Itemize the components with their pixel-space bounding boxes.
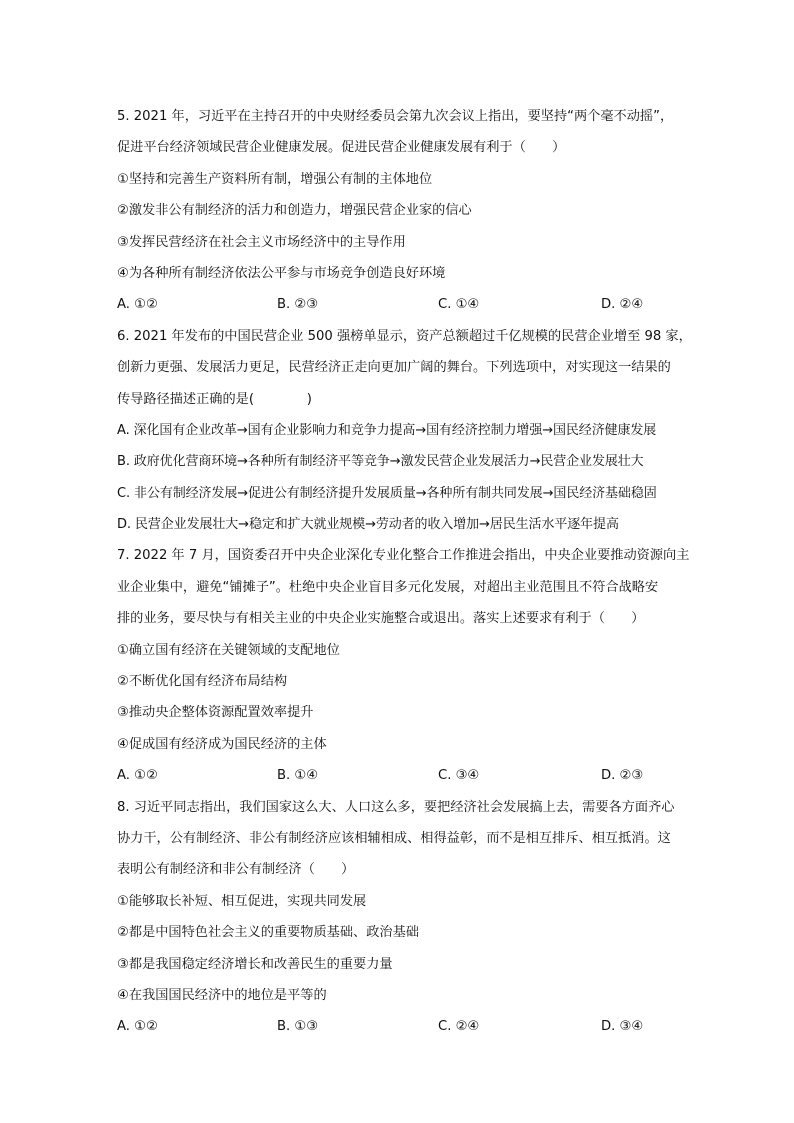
question-stem-line: 协力干，公有制经济、非公有制经济应该相辅相成、相得益彰，而不是相互排斥、相互抵消。这: [117, 830, 671, 846]
option-c[interactable]: C. 非公有制经济发展→促进公有制经济提升发展质量→各种所有制共同发展→国民经济基础稳固: [117, 485, 657, 501]
choice-d[interactable]: D. ②④: [601, 297, 644, 313]
choice-b[interactable]: B. ①④: [277, 768, 319, 784]
statement-3: ③发挥民营经济在社会主义市场经济中的主导作用: [117, 234, 406, 250]
answer-choices: [117, 760, 702, 791]
choice-d[interactable]: D. ②③: [601, 768, 644, 784]
question-stem-line: 传导路径描述正确的是( ): [117, 391, 312, 407]
question-stem-line: 8. 习近平同志指出，我们国家这么大、人口这么多，要把经济社会发展搞上去，需要各方面齐心: [117, 799, 675, 815]
statement-1: ①确立国有经济在关键领域的支配地位: [117, 642, 340, 658]
question-list: [117, 101, 702, 1043]
statement-1: ①坚持和完善生产资料所有制，增强公有制的主体地位: [117, 171, 433, 187]
option-a[interactable]: A. 深化国有企业改革→国有企业影响力和竞争力提高→国有经济控制力增强→国民经济健康发展: [117, 422, 657, 438]
question-7: [117, 540, 702, 791]
question-stem-line: 创新力更强、发展活力更足，民营经济正走向更加广阔的舞台。下列选项中，对实现这一结果的: [117, 360, 671, 376]
question-stem-line: 排的业务，要尽快与有相关主业的中央企业实施整合或退出。落实上述要求有利于（ ）: [117, 611, 645, 627]
statement-1: ①能够取长补短、相互促进，实现共同发展: [117, 893, 367, 909]
choice-a[interactable]: A. ①②: [117, 297, 158, 313]
choice-a[interactable]: A. ①②: [117, 1019, 158, 1035]
statement-2: ②激发非公有制经济的活力和创造力，增强民营企业家的信心: [117, 203, 472, 219]
answer-choices: [117, 1011, 702, 1042]
question-8: [117, 792, 702, 1043]
question-stem-line: 7. 2022 年 7 月，国资委召开中央企业深化专业化整合工作推进会指出，中央企业要推动资源向主: [117, 548, 690, 564]
statement-2: ②不断优化国有经济布局结构: [117, 674, 288, 690]
choice-c[interactable]: C. ③④: [438, 768, 480, 784]
question-5: [117, 101, 702, 321]
choice-d[interactable]: D. ③④: [601, 1019, 644, 1035]
statement-4: ④为各种所有制经济依法公平参与市场竞争创造良好环境: [117, 265, 446, 281]
question-stem-line: 6. 2021 年发布的中国民营企业 500 强榜单显示，资产总额超过千亿规模的民营企业增至 98 家，: [117, 328, 692, 344]
answer-choices: [117, 289, 702, 320]
choice-b[interactable]: B. ②③: [277, 297, 319, 313]
statement-2: ②都是中国特色社会主义的重要物质基础、政治基础: [117, 925, 419, 941]
choice-b[interactable]: B. ①③: [277, 1019, 319, 1035]
question-stem-line: 业企业集中，避免“铺摊子”。杜绝中央企业盲目多元化发展，对超出主业范围且不符合战略安: [117, 579, 659, 595]
statement-3: ③推动央企整体资源配置效率提升: [117, 705, 314, 721]
choice-c[interactable]: C. ①④: [438, 297, 480, 313]
question-stem-line: 促进平台经济领域民营企业健康发展。促进民营企业健康发展有利于（ ）: [117, 140, 566, 156]
question-stem-line: 表明公有制经济和非公有制经济（ ）: [117, 862, 355, 878]
statement-3: ③都是我国稳定经济增长和改善民生的重要力量: [117, 956, 393, 972]
statement-4: ④促成国有经济成为国民经济的主体: [117, 736, 327, 752]
question-6: [117, 321, 702, 541]
choice-a[interactable]: A. ①②: [117, 768, 158, 784]
question-stem-line: 5. 2021 年，习近平在主持召开的中央财经委员会第九次会议上指出，要坚持“两个毫不动摇”，: [117, 109, 674, 124]
option-d[interactable]: D. 民营企业发展壮大→稳定和扩大就业规模→劳动者的收入增加→居民生活水平逐年提高: [117, 517, 619, 533]
choice-c[interactable]: C. ②④: [438, 1019, 480, 1035]
statement-4: ④在我国国民经济中的地位是平等的: [117, 987, 327, 1003]
option-b[interactable]: B. 政府优化营商环境→各种所有制经济平等竞争→激发民营企业发展活力→民营企业发展壮大: [117, 454, 644, 470]
